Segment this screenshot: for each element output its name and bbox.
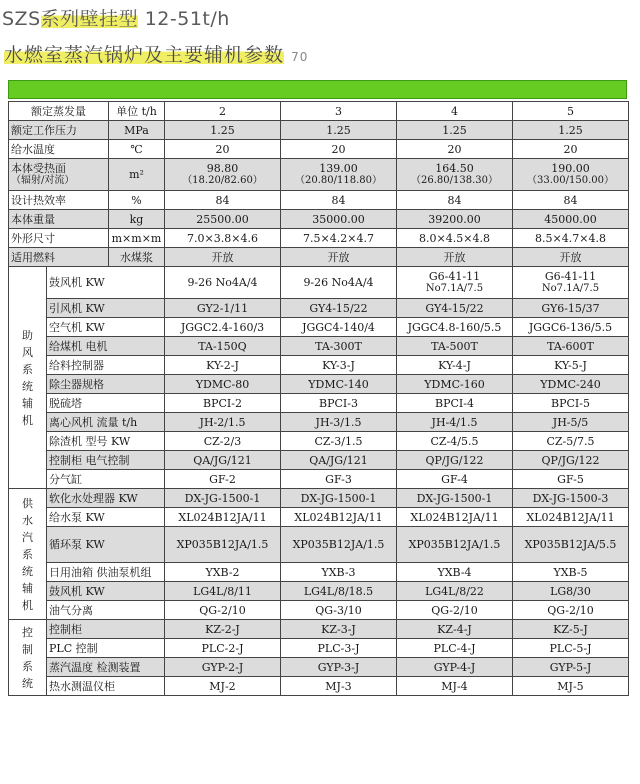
row-label: 鼓风机 KW	[47, 267, 165, 299]
table-cell: KZ-4-J	[397, 620, 513, 639]
table-cell: JGGC6-136/5.5	[513, 318, 629, 337]
group-label	[9, 620, 47, 696]
table-cell: JH-3/1.5	[281, 413, 397, 432]
column-header: 5	[513, 102, 629, 121]
table-cell: LG4L/8/22	[397, 582, 513, 601]
table-row	[9, 121, 629, 140]
table-cell: JGGC4.8-160/5.5	[397, 318, 513, 337]
column-header: 额定蒸发量	[9, 102, 109, 121]
table-cell: KY-5-J	[513, 356, 629, 375]
group-label-char: 系	[22, 547, 33, 561]
cell-subline: （26.80/138.30）	[411, 174, 498, 186]
table-cell: YXB-5	[513, 563, 629, 582]
row-label: 本体重量	[9, 210, 109, 229]
table-cell: 35000.00	[281, 210, 397, 229]
table-row	[9, 375, 629, 394]
title-prefix: SZS	[2, 8, 41, 30]
table-cell: 7.5×4.2×4.7	[281, 229, 397, 248]
table-cell: GF-4	[397, 470, 513, 489]
table-cell: KZ-2-J	[165, 620, 281, 639]
row-label: 给水温度	[9, 140, 109, 159]
table-row	[9, 140, 629, 159]
table-cell	[397, 267, 513, 299]
group-label-char: 系	[22, 659, 33, 673]
table-cell: GYP-5-J	[513, 658, 629, 677]
title-line-2	[4, 40, 308, 67]
cell-subline: （33.00/150.00）	[527, 174, 614, 186]
table-cell: YDMC-80	[165, 375, 281, 394]
row-label	[9, 159, 109, 191]
table-cell: KY-3-J	[281, 356, 397, 375]
parameter-table-body	[9, 102, 629, 696]
table-cell: MJ-2	[165, 677, 281, 696]
table-cell: JH-2/1.5	[165, 413, 281, 432]
column-header: 2	[165, 102, 281, 121]
table-cell: YDMC-160	[397, 375, 513, 394]
table-cell: 45000.00	[513, 210, 629, 229]
table-cell: QG-3/10	[281, 601, 397, 620]
table-cell: KY-4-J	[397, 356, 513, 375]
table-row	[9, 159, 629, 191]
table-cell: XP035B12JA/1.5	[281, 527, 397, 563]
parameter-table	[8, 101, 629, 696]
table-row	[9, 413, 629, 432]
table-cell: LG4L/8/18.5	[281, 582, 397, 601]
table-row	[9, 563, 629, 582]
table-row	[9, 318, 629, 337]
table-row	[9, 267, 629, 299]
cell-subline: （20.80/118.80）	[295, 174, 382, 186]
group-label-char: 助	[22, 328, 33, 342]
table-cell: GF-2	[165, 470, 281, 489]
table-cell: 84	[513, 191, 629, 210]
group-label-char: 机	[22, 598, 33, 612]
row-label: 蒸汽温度 检测装置	[47, 658, 165, 677]
table-cell	[397, 159, 513, 191]
table-cell: 开放	[165, 248, 281, 267]
table-cell: PLC-2-J	[165, 639, 281, 658]
table-cell: 84	[281, 191, 397, 210]
table-cell: YXB-3	[281, 563, 397, 582]
table-cell: MJ-5	[513, 677, 629, 696]
group-label-char: 辅	[22, 581, 33, 595]
table-cell	[513, 267, 629, 299]
row-label: 循环泵 KW	[47, 527, 165, 563]
group-label-char: 风	[22, 345, 33, 359]
table-cell	[281, 159, 397, 191]
subtitle-highlight: 水燃室蒸汽锅炉及主要辅机参数	[4, 44, 285, 66]
table-row	[9, 508, 629, 527]
table-cell: 8.0×4.5×4.8	[397, 229, 513, 248]
group-label-char: 统	[22, 379, 33, 393]
table-cell: TA-300T	[281, 337, 397, 356]
group-label-char: 系	[22, 362, 33, 376]
group-label-char: 供	[22, 496, 33, 510]
table-cell: TA-600T	[513, 337, 629, 356]
table-cell: MJ-3	[281, 677, 397, 696]
table-cell: 25500.00	[165, 210, 281, 229]
table-cell	[513, 159, 629, 191]
table-cell: 20	[165, 140, 281, 159]
table-cell: 39200.00	[397, 210, 513, 229]
cell-line: 本体受热面	[11, 161, 66, 175]
row-label: 给料控制器	[47, 356, 165, 375]
table-cell: 9-26 No4A/4	[281, 267, 397, 299]
table-cell: 1.25	[281, 121, 397, 140]
table-cell: QG-2/10	[397, 601, 513, 620]
table-cell: KY-2-J	[165, 356, 281, 375]
table-row	[9, 527, 629, 563]
header-row	[9, 102, 629, 121]
table-cell: XP035B12JA/1.5	[165, 527, 281, 563]
table-cell: QA/JG/121	[165, 451, 281, 470]
row-unit: %	[109, 191, 165, 210]
table-row	[9, 582, 629, 601]
table-row	[9, 470, 629, 489]
table-row	[9, 601, 629, 620]
cell-subline: No7.1A/7.5	[425, 282, 484, 294]
cell-line: 139.00	[319, 161, 358, 175]
table-cell: GYP-2-J	[165, 658, 281, 677]
table-cell: CZ-5/7.5	[513, 432, 629, 451]
table-cell: 1.25	[513, 121, 629, 140]
table-row	[9, 191, 629, 210]
table-cell: 20	[513, 140, 629, 159]
table-cell: YXB-2	[165, 563, 281, 582]
table-cell: BPCI-2	[165, 394, 281, 413]
group-label	[9, 489, 47, 620]
row-label: 除尘器规格	[47, 375, 165, 394]
table-cell: PLC-5-J	[513, 639, 629, 658]
table-cell: XP035B12JA/1.5	[397, 527, 513, 563]
table-cell: MJ-4	[397, 677, 513, 696]
table-cell: DX-JG-1500-1	[281, 489, 397, 508]
row-label: 设计热效率	[9, 191, 109, 210]
column-header: 单位 t/h	[109, 102, 165, 121]
table-cell: 开放	[281, 248, 397, 267]
table-cell: BPCI-5	[513, 394, 629, 413]
row-label: 空气机 KW	[47, 318, 165, 337]
row-label: 离心风机 流量 t/h	[47, 413, 165, 432]
table-row	[9, 229, 629, 248]
table-row	[9, 210, 629, 229]
row-label: 脱硫塔	[47, 394, 165, 413]
table-row	[9, 451, 629, 470]
row-label: 给水泵 KW	[47, 508, 165, 527]
row-label: 油气分离	[47, 601, 165, 620]
table-cell: 1.25	[165, 121, 281, 140]
cell-line: 190.00	[551, 161, 590, 175]
cell-line: G6-41-11	[544, 269, 597, 283]
table-row	[9, 677, 629, 696]
group-label-char: 辅	[22, 396, 33, 410]
table-cell: CZ-3/1.5	[281, 432, 397, 451]
table-cell: JGGC2.4-160/3	[165, 318, 281, 337]
title-line-1	[2, 4, 230, 31]
table-cell: 20	[281, 140, 397, 159]
cell-subline: No7.1A/7.5	[541, 282, 600, 294]
column-header: 4	[397, 102, 513, 121]
table-row	[9, 394, 629, 413]
table-cell: 开放	[397, 248, 513, 267]
table-cell: CZ-2/3	[165, 432, 281, 451]
table-cell: QG-2/10	[513, 601, 629, 620]
row-label: 热水测温仪柜	[47, 677, 165, 696]
row-label: 给煤机 电机	[47, 337, 165, 356]
table-cell: TA-500T	[397, 337, 513, 356]
column-header: 3	[281, 102, 397, 121]
table-cell: KZ-5-J	[513, 620, 629, 639]
row-label: 软化水处理器 KW	[47, 489, 165, 508]
row-unit: MPa	[109, 121, 165, 140]
table-cell: GY4-15/22	[281, 299, 397, 318]
group-label-char: 控	[22, 625, 33, 639]
table-cell: PLC-4-J	[397, 639, 513, 658]
table-cell: GF-5	[513, 470, 629, 489]
table-cell: XL024B12JA/11	[397, 508, 513, 527]
table-row	[9, 356, 629, 375]
cell-line: 164.50	[435, 161, 474, 175]
table-cell: PLC-3-J	[281, 639, 397, 658]
cell-subline: （辐射/对流）	[11, 174, 75, 186]
row-label: PLC 控制	[47, 639, 165, 658]
row-label: 控制柜	[47, 620, 165, 639]
table-row	[9, 489, 629, 508]
title-highlight: 系列壁挂型	[40, 8, 139, 30]
group-label	[9, 267, 47, 489]
table-cell: BPCI-3	[281, 394, 397, 413]
table-cell: JH-5/5	[513, 413, 629, 432]
table-cell: QA/JG/121	[281, 451, 397, 470]
table-cell: LG4L/8/11	[165, 582, 281, 601]
table-row	[9, 658, 629, 677]
table-cell: 9-26 No4A/4	[165, 267, 281, 299]
subtitle-note: 70	[291, 50, 309, 64]
row-label: 日用油箱 供油泵机组	[47, 563, 165, 582]
cell-subline: （18.20/82.60）	[182, 174, 263, 186]
row-label: 控制柜 电气控制	[47, 451, 165, 470]
row-label: 鼓风机 KW	[47, 582, 165, 601]
table-row	[9, 432, 629, 451]
table-row	[9, 639, 629, 658]
group-label-char: 制	[22, 642, 33, 656]
table-cell: GY6-15/37	[513, 299, 629, 318]
table-cell: XP035B12JA/5.5	[513, 527, 629, 563]
row-unit: 水煤浆	[109, 248, 165, 267]
table-cell: YDMC-140	[281, 375, 397, 394]
table-cell: DX-JG-1500-1	[165, 489, 281, 508]
table-cell: QP/JG/122	[397, 451, 513, 470]
table-cell: DX-JG-1500-3	[513, 489, 629, 508]
table-cell: YXB-4	[397, 563, 513, 582]
table-cell: BPCI-4	[397, 394, 513, 413]
row-label: 分气缸	[47, 470, 165, 489]
table-cell: JH-4/1.5	[397, 413, 513, 432]
table-cell: GF-3	[281, 470, 397, 489]
table-cell: 1.25	[397, 121, 513, 140]
table-cell: 开放	[513, 248, 629, 267]
table-cell: XL024B12JA/11	[165, 508, 281, 527]
row-label: 除渣机 型号 KW	[47, 432, 165, 451]
row-label: 外形尺寸	[9, 229, 109, 248]
row-unit: ℃	[109, 140, 165, 159]
table-row	[9, 248, 629, 267]
group-label-char: 水	[22, 513, 33, 527]
row-unit: m×m×m	[109, 229, 165, 248]
group-label-char: 统	[22, 564, 33, 578]
table-row	[9, 299, 629, 318]
table-cell: TA-150Q	[165, 337, 281, 356]
table-cell: GYP-3-J	[281, 658, 397, 677]
table-cell: XL024B12JA/11	[513, 508, 629, 527]
group-label-char: 统	[22, 676, 33, 690]
table-cell: XL024B12JA/11	[281, 508, 397, 527]
table-cell: 84	[165, 191, 281, 210]
row-unit: m²	[109, 159, 165, 191]
row-label: 适用燃料	[9, 248, 109, 267]
table-row	[9, 620, 629, 639]
row-label: 引风机 KW	[47, 299, 165, 318]
table-cell: GY2-1/11	[165, 299, 281, 318]
table-cell: YDMC-240	[513, 375, 629, 394]
cell-line: G6-41-11	[428, 269, 481, 283]
group-label-char: 机	[22, 413, 33, 427]
table-cell: LG8/30	[513, 582, 629, 601]
table-cell: QG-2/10	[165, 601, 281, 620]
table-cell	[165, 159, 281, 191]
table-cell: JGGC4-140/4	[281, 318, 397, 337]
table-cell: 7.0×3.8×4.6	[165, 229, 281, 248]
table-cell: KZ-3-J	[281, 620, 397, 639]
title-capacity: 12-51t/h	[138, 8, 230, 30]
table-cell: 20	[397, 140, 513, 159]
cell-line: 98.80	[206, 161, 239, 175]
table-cell: QP/JG/122	[513, 451, 629, 470]
table-row	[9, 337, 629, 356]
green-header-bar	[8, 80, 627, 99]
table-cell: DX-JG-1500-1	[397, 489, 513, 508]
table-cell: 84	[397, 191, 513, 210]
row-unit: kg	[109, 210, 165, 229]
table-cell: CZ-4/5.5	[397, 432, 513, 451]
table-cell: GYP-4-J	[397, 658, 513, 677]
group-label-char: 汽	[22, 530, 33, 544]
table-cell: 8.5×4.7×4.8	[513, 229, 629, 248]
row-label: 额定工作压力	[9, 121, 109, 140]
table-cell: GY4-15/22	[397, 299, 513, 318]
